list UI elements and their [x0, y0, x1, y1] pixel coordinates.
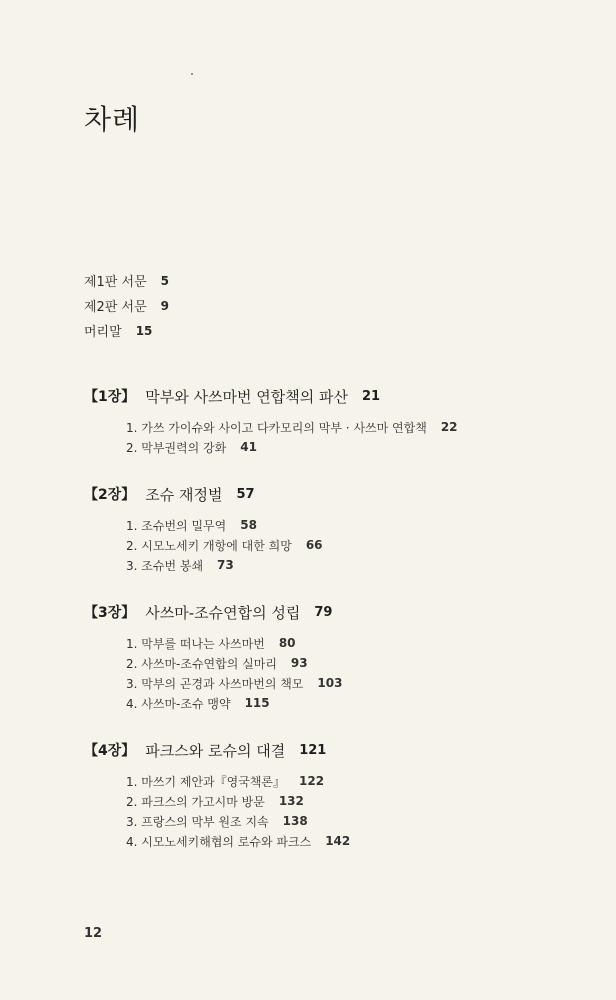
chapter-page: 21	[361, 388, 381, 404]
section-item	[126, 811, 350, 831]
section-list	[84, 417, 458, 457]
section-list	[84, 515, 323, 575]
section-page: 132	[278, 794, 304, 808]
section-label: 1. 마쓰기 제안과『영국책론』	[126, 774, 285, 789]
section-item	[126, 673, 342, 693]
front-matter-item	[84, 268, 169, 293]
section-item	[126, 633, 342, 653]
chapter-heading	[84, 600, 342, 624]
section-page: 103	[317, 676, 343, 690]
section-list	[84, 633, 342, 713]
chapter-2	[84, 482, 323, 575]
section-label: 2. 막부권력의 강화	[126, 440, 227, 455]
section-page: 122	[299, 774, 325, 788]
section-label: 2. 파크스의 가고시마 방문	[126, 794, 265, 809]
section-page: 41	[240, 440, 257, 454]
front-matter-label: 머리말	[84, 325, 122, 340]
section-item	[126, 417, 458, 437]
chapter-page: 79	[314, 604, 333, 620]
chapter-number: 【3장】	[84, 605, 136, 621]
section-page: 58	[240, 518, 257, 532]
chapter-number: 【1장】	[84, 389, 136, 405]
section-label: 4. 시모노세키해협의 로슈와 파크스	[126, 834, 312, 849]
section-label: 1. 가쓰 가이슈와 사이고 다카모리의 막부 · 사쓰마 연합책	[126, 420, 427, 435]
page-number: 12	[84, 926, 103, 941]
front-matter-list	[84, 268, 169, 343]
chapter-page: 57	[236, 486, 255, 502]
speck-mark	[191, 73, 193, 75]
chapter-number: 【2장】	[84, 487, 136, 503]
chapter-heading	[84, 738, 350, 762]
chapter-title: 사쓰마-조슈연합의 성립	[145, 603, 301, 622]
section-item	[126, 555, 323, 575]
chapter-title: 조슈 재정벌	[145, 485, 223, 504]
section-item	[126, 831, 350, 851]
section-label: 4. 사쓰마-조슈 맹약	[126, 696, 231, 711]
chapter-number: 【4장】	[84, 743, 136, 759]
front-matter-item	[84, 318, 169, 343]
front-matter-page: 5	[160, 273, 169, 288]
section-item	[126, 771, 350, 791]
section-page: 93	[290, 656, 308, 670]
section-item	[126, 693, 342, 713]
section-label: 1. 조슈번의 밀무역	[126, 518, 227, 533]
section-list	[84, 771, 350, 851]
front-matter-page: 15	[135, 323, 153, 338]
chapter-1	[84, 384, 458, 457]
section-label: 3. 조슈번 봉쇄	[126, 558, 204, 573]
section-item	[126, 515, 323, 535]
section-page: 138	[282, 814, 308, 828]
front-matter-item	[84, 293, 169, 318]
section-item	[126, 653, 342, 673]
section-page: 80	[278, 636, 296, 650]
section-label: 1. 막부를 떠나는 사쓰마번	[126, 636, 265, 651]
section-page: 22	[440, 420, 458, 434]
chapter-heading	[84, 384, 458, 408]
section-label: 3. 막부의 곤경과 사쓰마번의 책모	[126, 676, 304, 691]
chapter-title: 파크스와 로슈의 대결	[145, 741, 286, 760]
section-page: 66	[305, 538, 323, 552]
section-item	[126, 535, 323, 555]
section-item	[126, 437, 458, 457]
chapter-page: 121	[299, 742, 327, 758]
section-page: 142	[325, 834, 351, 848]
section-page: 115	[244, 696, 270, 710]
section-label: 3. 프랑스의 막부 원조 지속	[126, 814, 269, 829]
section-label: 2. 시모노세키 개항에 대한 희망	[126, 538, 292, 553]
chapter-heading	[84, 482, 323, 506]
chapter-4	[84, 738, 350, 851]
section-label: 2. 사쓰마-조슈연합의 실마리	[126, 656, 277, 671]
page-title: 차례	[84, 103, 141, 136]
front-matter-page: 9	[160, 298, 169, 313]
chapter-title: 막부와 사쓰마번 연합책의 파산	[145, 387, 348, 406]
section-item	[126, 791, 350, 811]
section-page: 73	[217, 558, 234, 572]
front-matter-label: 제1판 서문	[84, 275, 147, 290]
chapter-3	[84, 600, 342, 713]
front-matter-label: 제2판 서문	[84, 300, 147, 315]
